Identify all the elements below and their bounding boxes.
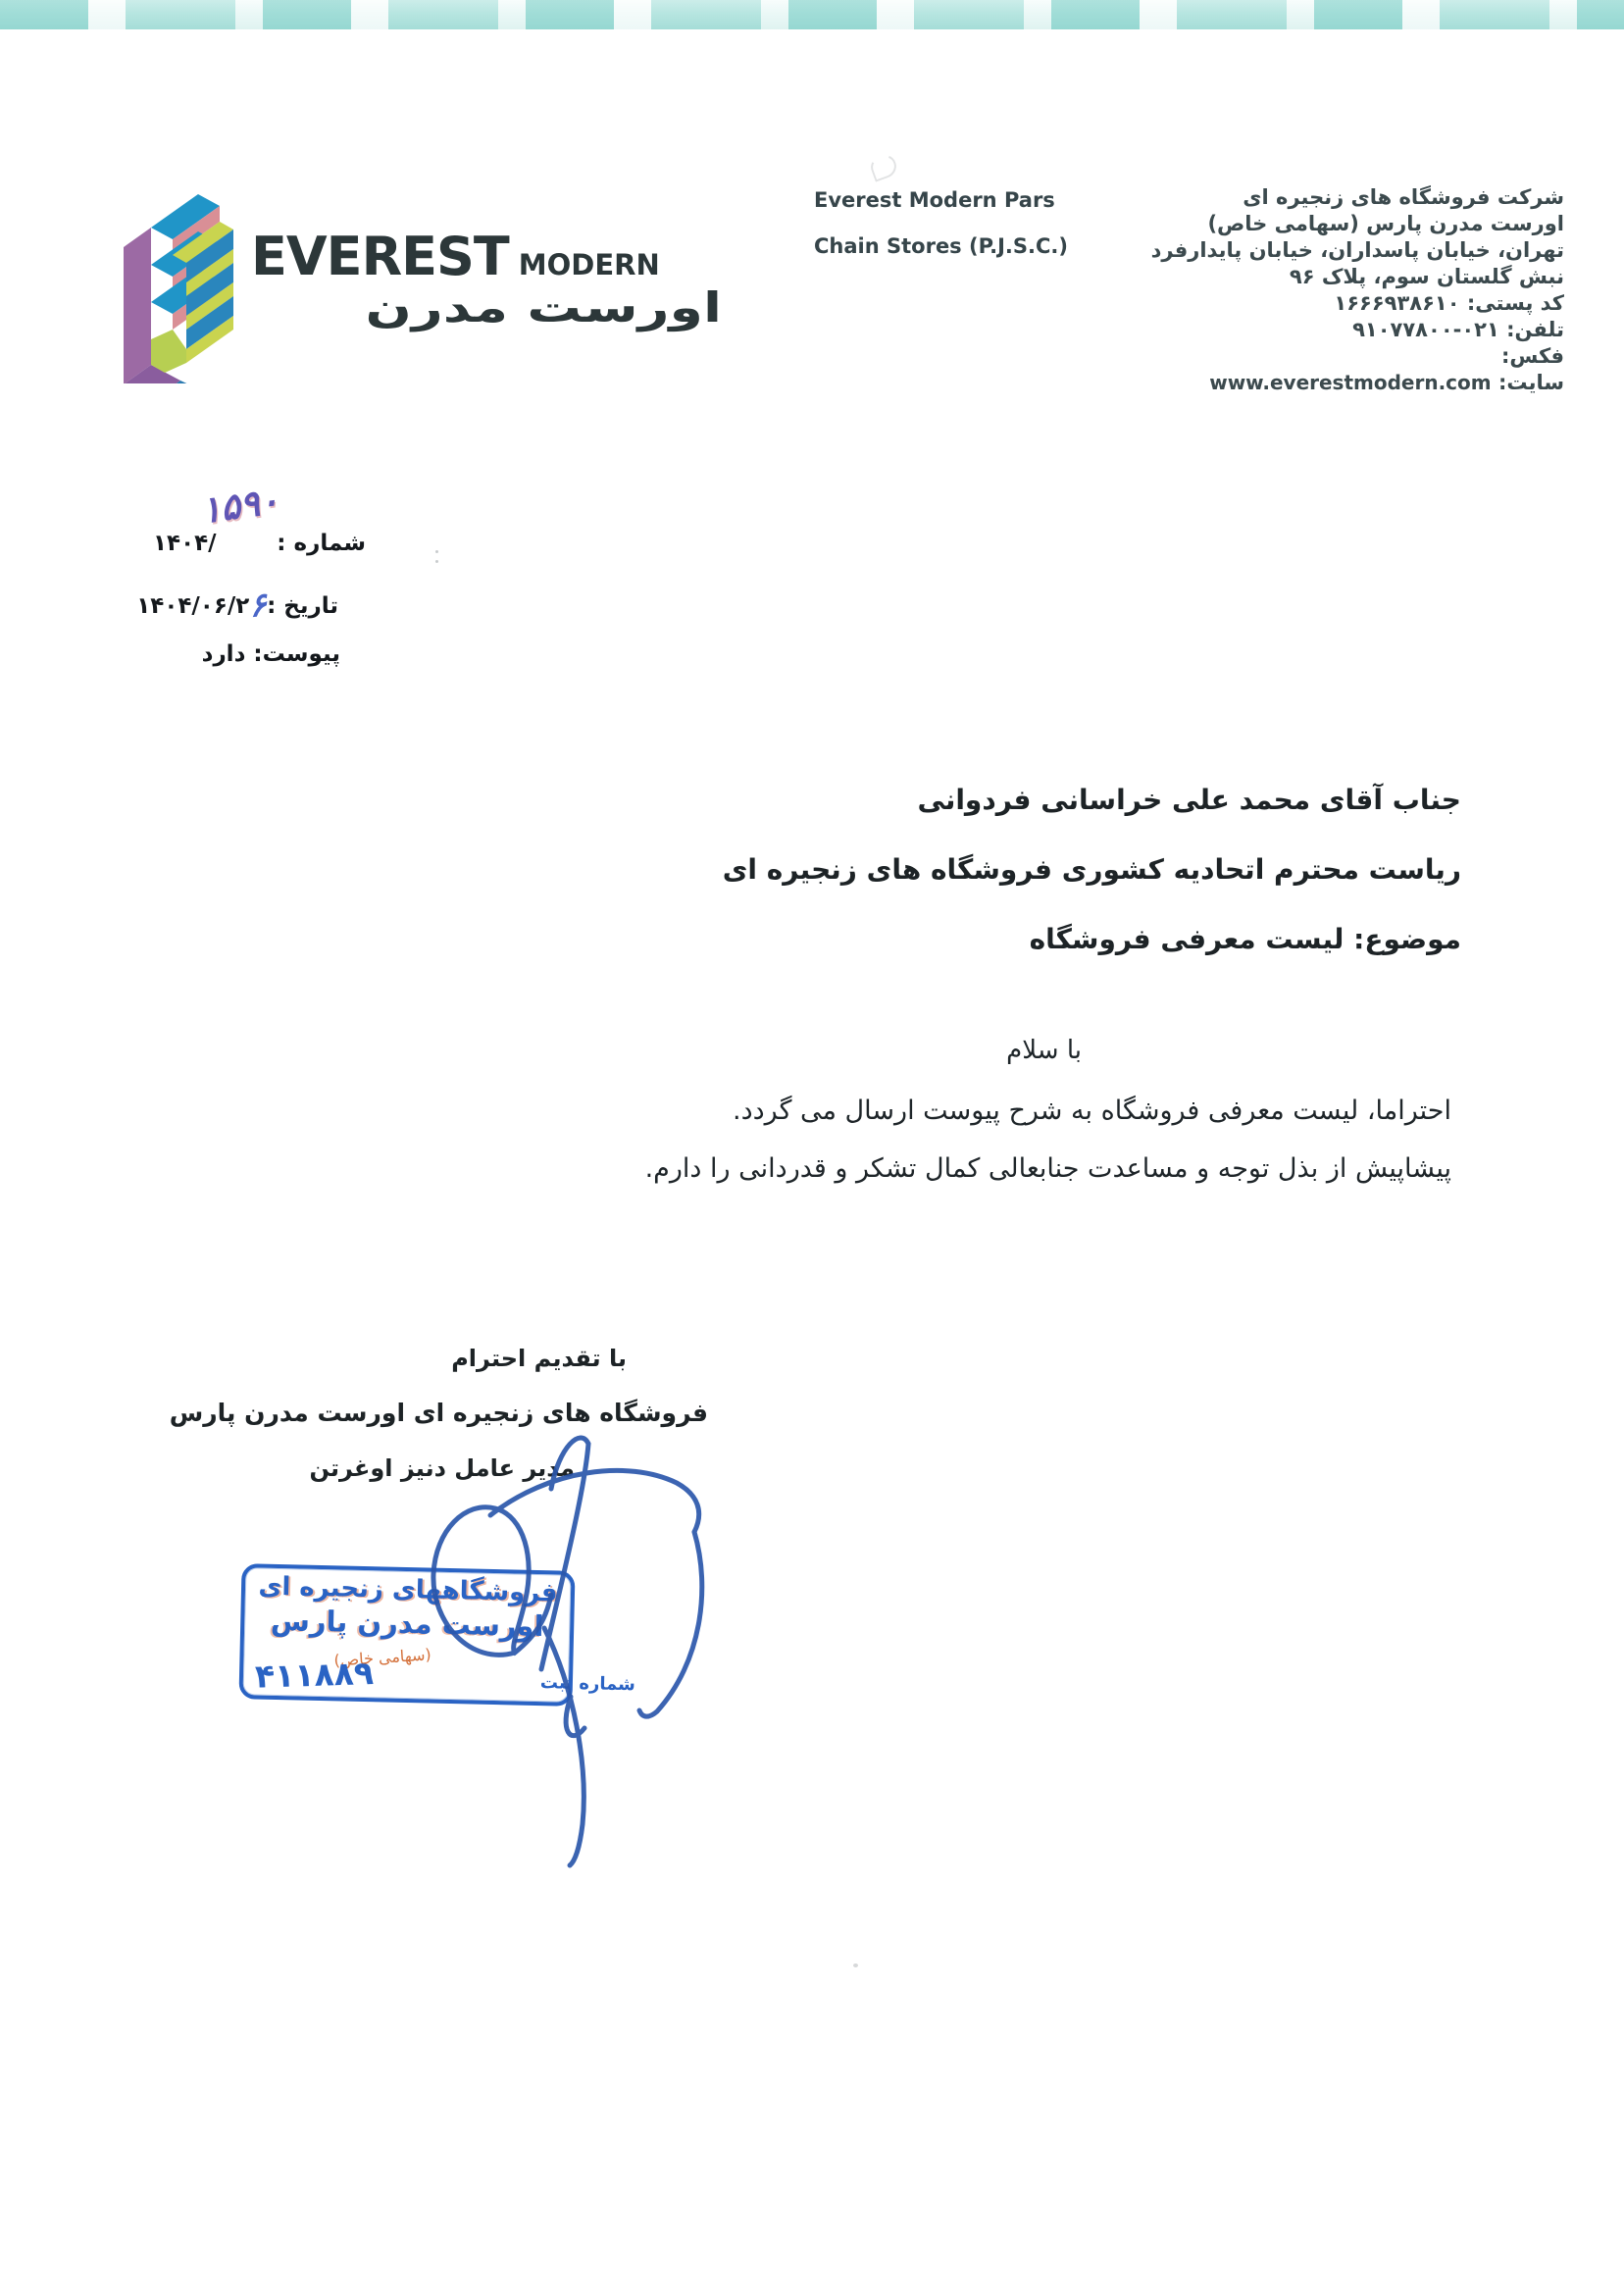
scan-artifact-strip bbox=[0, 0, 1624, 29]
logo-cube-icon bbox=[106, 173, 253, 383]
address-line-2: نبش گلستان سوم، پلاک ۹۶ bbox=[1289, 265, 1564, 288]
stamp-company-line-1: فروشگاههای زنجیره ای bbox=[258, 1571, 558, 1608]
closing-company-line: فروشگاه های زنجیره ای اورست مدرن پارس bbox=[169, 1399, 708, 1427]
recipient-title: ریاست محترم اتحادیه کشوری فروشگاه های زنجیره ای bbox=[722, 853, 1461, 886]
logo-wordmark: EVEREST bbox=[251, 226, 509, 287]
logo-wordmark-persian: اورست مدرن bbox=[365, 283, 722, 331]
recipient-block bbox=[723, 765, 1461, 974]
subject-line: موضوع: لیست معرفی فروشگاه bbox=[1029, 923, 1461, 955]
handwritten-date-digit: ۶ bbox=[247, 585, 270, 625]
letter-number-row bbox=[153, 531, 366, 556]
closing-ceo-line: مدیر عامل دنیز اوغرتن bbox=[309, 1454, 575, 1482]
handwritten-signature bbox=[294, 1402, 726, 1893]
body-paragraph-1: احتراما، لیست معرفی فروشگاه به شرح پیوست ارسال می گردد. bbox=[733, 1096, 1451, 1126]
website-label: سایت: bbox=[1497, 371, 1564, 394]
closing-respect-line: با تقدیم احترام bbox=[451, 1345, 627, 1372]
company-name-english: Everest Modern Pars bbox=[814, 188, 1055, 212]
stamp-registration-number: ۴۱۱۸۸۹ bbox=[254, 1654, 375, 1696]
scan-dot bbox=[853, 1963, 858, 1967]
date-label: تاریخ : bbox=[267, 593, 338, 619]
logo-wordmark-suffix: MODERN bbox=[518, 248, 660, 281]
company-type-english: Chain Stores (P.J.S.C.) bbox=[814, 234, 1068, 258]
salutation: با سلام bbox=[1006, 1036, 1082, 1065]
company-logo bbox=[251, 226, 722, 331]
phone-line: تلفن: ۰۲۱-۹۱۰۷۷۸۰۰ bbox=[1352, 318, 1564, 341]
stamp-company-type: (سهامی خاص) bbox=[332, 1645, 432, 1670]
website-line bbox=[1093, 370, 1564, 396]
website-url: www.everestmodern.com bbox=[1209, 371, 1492, 394]
number-printed-value: ۱۴۰۴/ bbox=[153, 531, 217, 556]
handwritten-letter-number: ۱۵۹۰ bbox=[198, 479, 282, 533]
letter-date-row bbox=[136, 583, 338, 625]
postal-code-line: کد پستی: ۱۶۶۶۹۳۸۶۱۰ bbox=[1334, 291, 1564, 315]
attachment-row: پیوست: دارد bbox=[201, 641, 340, 667]
fax-line: فکس: bbox=[1500, 344, 1564, 368]
address-line-1: تهران، خیابان پاسداران، خیابان پایدارفرد bbox=[1150, 238, 1564, 262]
letterhead-english bbox=[814, 188, 1068, 258]
recipient-name: جناب آقای محمد علی خراسانی فردوانی bbox=[917, 784, 1461, 816]
stamp-registration-label: شماره ثبت bbox=[539, 1672, 636, 1696]
scan-smudge bbox=[868, 151, 900, 181]
body-paragraph-2: پیشاپیش از بذل توجه و مساعدت جنابعالی کمال تشکر و قدردانی را دارم. bbox=[644, 1153, 1451, 1184]
company-type-line: اورست مدرن پارس (سهامی خاص) bbox=[1207, 212, 1564, 235]
date-printed-value: ۱۴۰۴/۰۶/۲ bbox=[136, 593, 250, 619]
scan-speck bbox=[431, 549, 441, 565]
stamp-company-line-2: اورست مدرن پارس bbox=[270, 1603, 544, 1644]
letterhead-persian bbox=[1093, 184, 1564, 396]
company-name-line: شرکت فروشگاه های زنجیره ای bbox=[1243, 185, 1564, 209]
number-label: شماره : bbox=[277, 531, 366, 556]
